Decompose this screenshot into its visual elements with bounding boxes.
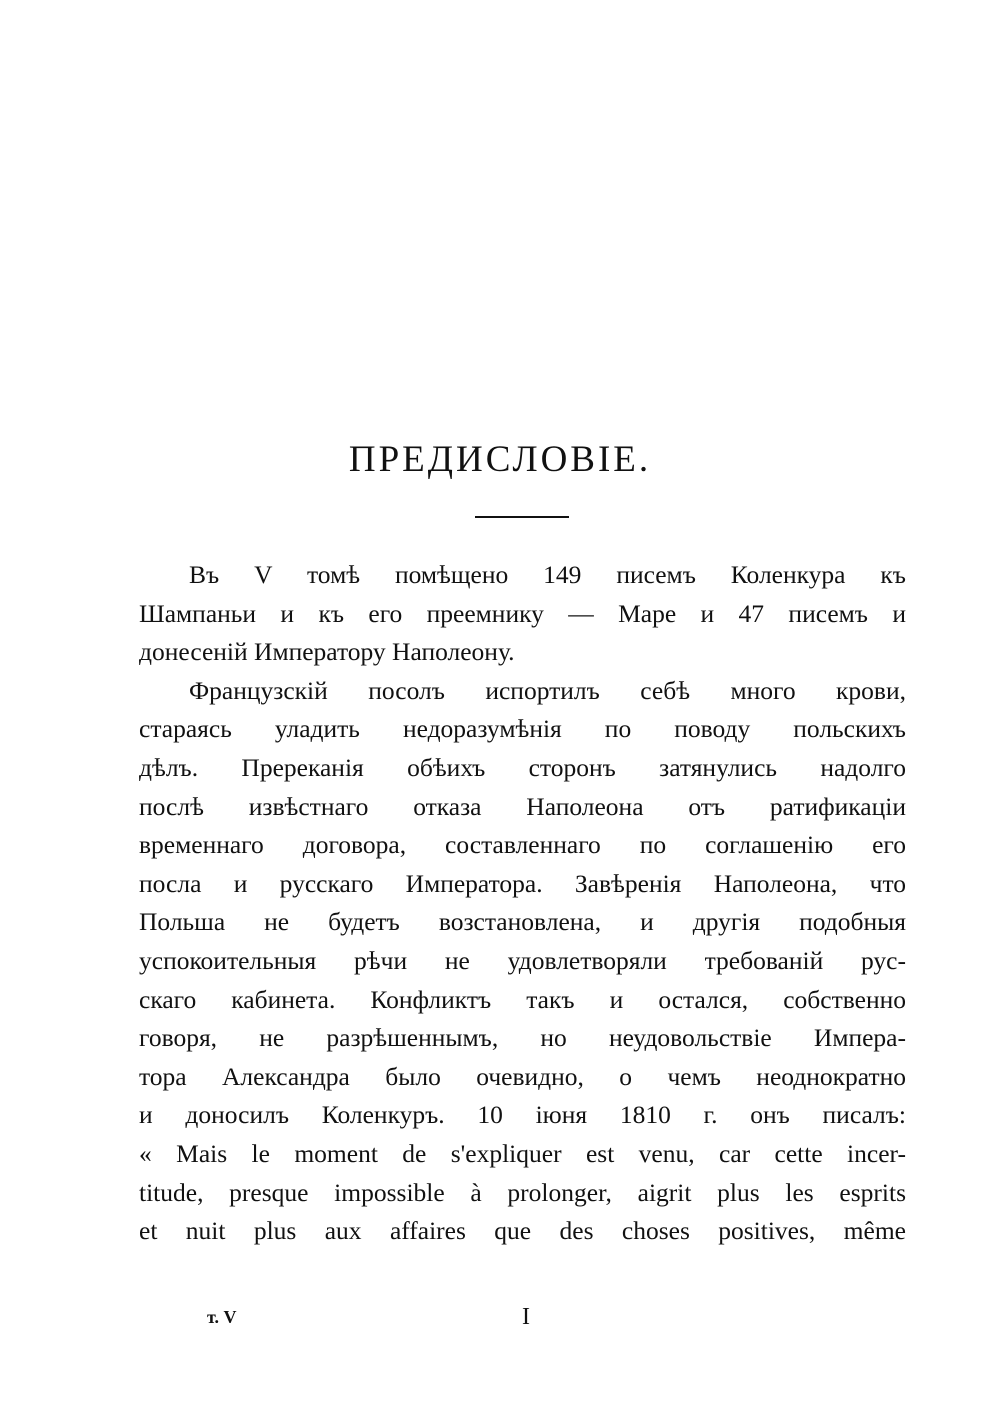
text-line: дѣлъ. Пререканія обѣихъ сторонъ затянулись надолго: [139, 752, 906, 782]
title-divider: [475, 516, 569, 518]
text-line: titude, presque impossible à prolonger, aigrit plus les esprits: [139, 1177, 906, 1207]
text-line: говоря, не разрѣшеннымъ, но неудовольствіе Импера-: [139, 1023, 906, 1053]
text-line: успокоительныя рѣчи не удовлетворяли требованій рус-: [139, 945, 906, 975]
text-line: временнаго договора, составленнаго по соглашенію его: [139, 830, 906, 860]
text-line: стараясь уладить недоразумѣнія по поводу польскихъ: [139, 714, 906, 744]
page-title: ПРЕДИСЛОВІЕ.: [348, 439, 652, 480]
text-line: тора Александра было очевидно, о чемъ неоднократно: [139, 1061, 906, 1091]
text-line: послѣ извѣстнаго отказа Наполеона отъ ратификаціи: [139, 791, 906, 821]
text-line: посла и русскаго Императора. Завѣренія Наполеона, что: [139, 868, 906, 898]
text-line: Французскій посолъ испортилъ себѣ много крови,: [189, 675, 906, 705]
text-line: Шампаньи и къ его преемнику — Маре и 47 писемъ и: [139, 598, 906, 628]
volume-signature: т. V: [207, 1307, 237, 1327]
body-text: [139, 556, 906, 1251]
text-line: « Mais le moment de s'expliquer est venu, car cette incer-: [139, 1138, 906, 1168]
text-line: донесеній Императору Наполеону.: [139, 637, 515, 667]
page-number: I: [522, 1304, 530, 1330]
text-line: et nuit plus aux affaires que des choses positives, même: [139, 1216, 906, 1246]
text-line: и доносилъ Коленкуръ. 10 іюня 1810 г. онъ писалъ:: [139, 1100, 906, 1130]
text-line: Въ V томѣ помѣщено 149 писемъ Коленкура къ: [189, 560, 906, 589]
text-line: скаго кабинета. Конфликтъ такъ и остался, собственно: [139, 984, 906, 1014]
text-line: Польша не будетъ возстановлена, и другія подобныя: [139, 907, 906, 937]
